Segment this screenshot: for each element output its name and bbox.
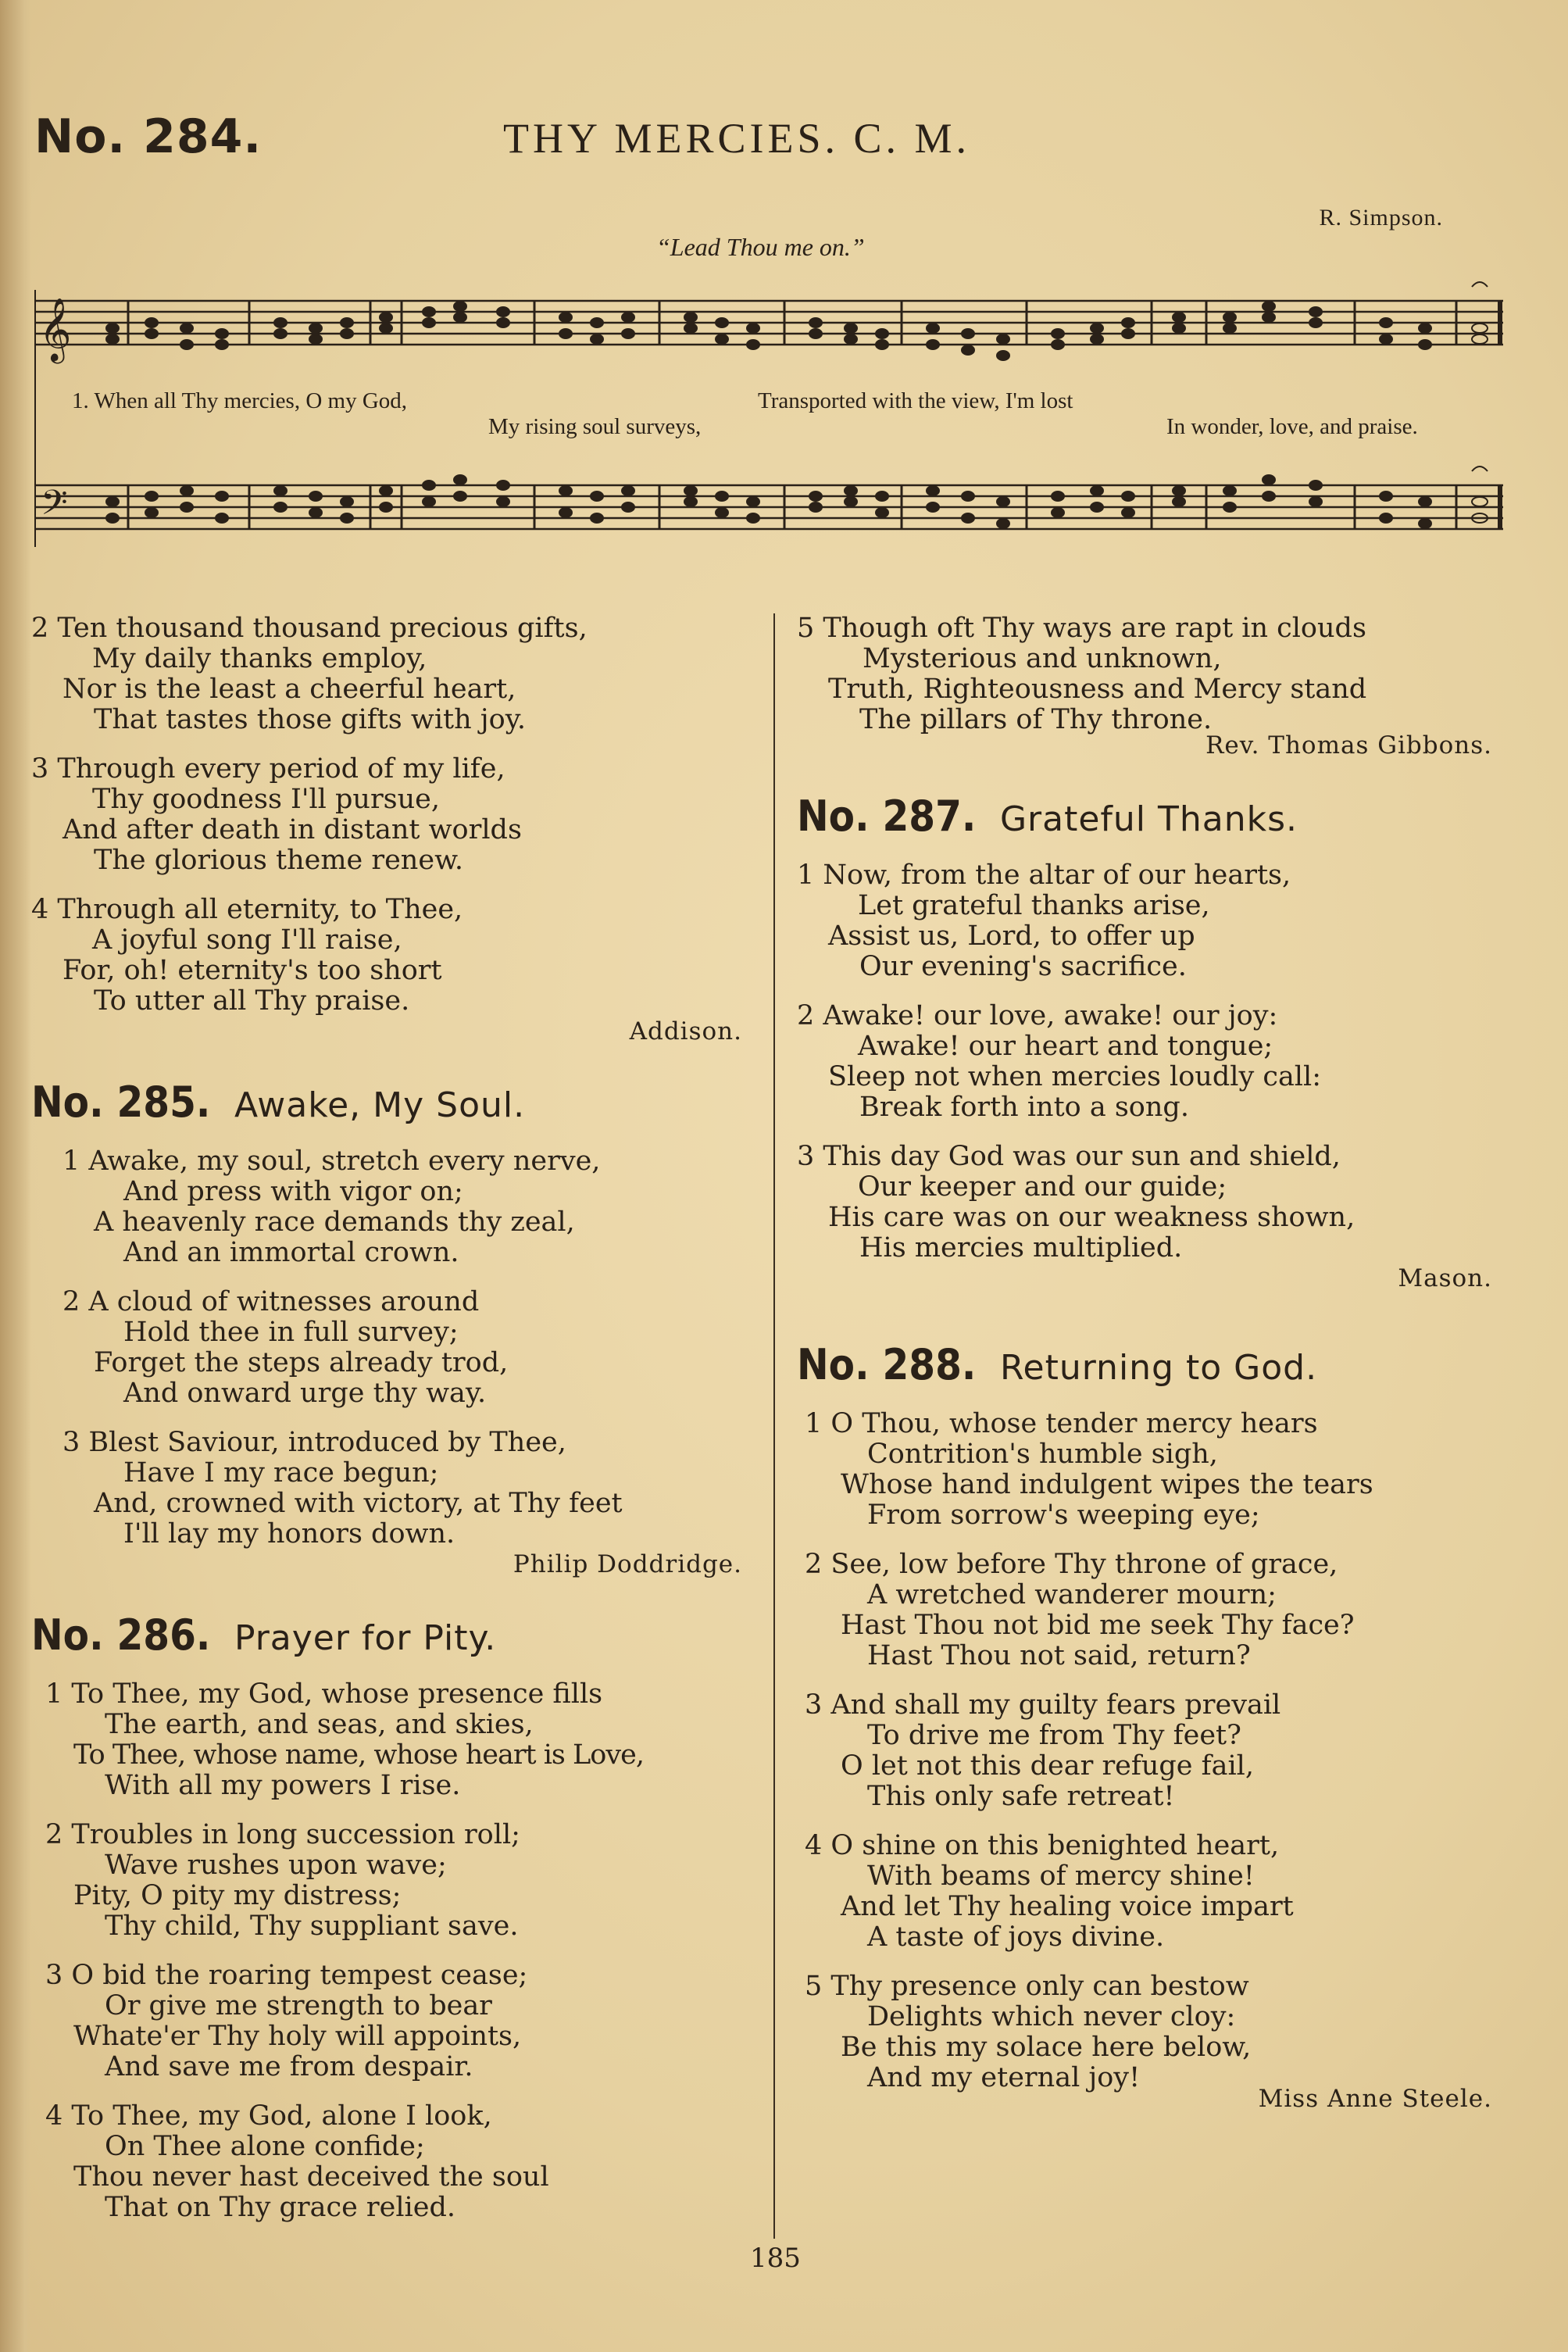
stanza-line: And onward urge thy way. [123,1378,487,1409]
stanza-line: 2 Ten thousand thousand precious gifts, [31,613,588,644]
stanza-line: Awake! our heart and tongue; [858,1031,1273,1062]
stanza-line: Hast Thou not said, return? [867,1640,1251,1671]
stanza-line: And let Thy healing voice impart [841,1891,1294,1922]
stanza-line: His mercies multiplied. [859,1232,1183,1264]
bass-notes [106,475,1488,528]
hymn-288-heading [797,1340,1500,1392]
stanza-line: Wave rushes upon wave; [105,1850,447,1881]
stanza-line: Whose hand indulgent wipes the tears [841,1469,1373,1500]
hymn-number: No. 286. [31,1610,211,1660]
stanza-line: Delights which never cloy: [867,2001,1236,2032]
stanza-line: 4 To Thee, my God, alone I look, [45,2100,492,2132]
composer-credit: R. Simpson. [1319,205,1443,231]
hymn-285-stanzas [31,1146,750,1579]
hymn-number: No. 288. [797,1340,977,1389]
stanza-line: And after death in distant worlds [63,814,522,845]
stanza-line: To utter all Thy praise. [94,985,410,1017]
stanza-line: Contrition's humble sigh, [867,1439,1218,1470]
hymn-title: Returning to God. [999,1348,1318,1388]
stanza-line: Break forth into a song. [859,1092,1189,1123]
stanza-line: 1 Awake, my soul, stretch every nerve, [63,1146,601,1177]
hymn-286-continued [797,613,1500,760]
bass-staff [34,485,1503,529]
stanza-line: Hold thee in full survey; [123,1317,459,1348]
column-divider [773,613,775,2239]
stanza-line: 3 Through every period of my life, [31,753,505,785]
stanza-line: Or give me strength to bear [105,1990,492,2021]
page-number: 185 [750,2243,801,2274]
hymn-number: No. 287. [797,792,977,841]
stanza-284-2 [31,613,750,735]
stanza-line: My daily thanks employ, [92,643,427,674]
stanza-line: Sleep not when mercies loudly call: [828,1061,1321,1092]
stanza-line: With beams of mercy shine! [867,1861,1255,1892]
stanza-line: 2 See, low before Thy throne of grace, [805,1549,1338,1580]
stanza-line: From sorrow's weeping eye; [867,1499,1260,1531]
hymn-number: No. 285. [31,1078,211,1127]
hymn-header [34,109,1521,172]
tune-reference: “Lead Thou me on.” [656,233,865,261]
stanza-line: 5 Though oft Thy ways are rapt in clouds [797,613,1366,644]
stanza-line: On Thee alone confide; [105,2131,425,2162]
stanza-285-1 [31,1146,750,1268]
stanza-line: Thy goodness I'll pursue, [92,784,441,815]
stanza-line: For, oh! eternity's too short [63,955,442,986]
stanza-line: The earth, and seas, and skies, [105,1709,534,1740]
stanza-287-2 [797,1001,1500,1123]
hymn-author: Philip Doddridge. [513,1550,742,1578]
stanza-line: Mysterious and unknown, [863,643,1222,674]
stanza-288-4 [797,1831,1500,1953]
stanza-line: 4 O shine on this benighted heart, [805,1830,1280,1861]
stanza-line: His care was on our weakness shown, [828,1202,1355,1233]
stanza-line: 3 And shall my guilty fears prevail [805,1689,1281,1721]
stanza-line: Nor is the least a cheerful heart, [63,674,516,705]
stanza-286-1 [31,1679,750,1801]
stanza-line: The glorious theme renew. [94,845,463,876]
stanza-line: Hast Thou not bid me seek Thy face? [841,1610,1355,1641]
stanza-286-5 [797,613,1500,735]
stanza-line: The pillars of Thy throne. [859,704,1213,735]
stanza-line: Truth, Righteousness and Mercy stand [828,674,1367,705]
hymn-title: Awake, My Soul. [234,1085,526,1125]
stanza-line: 1 O Thou, whose tender mercy hears [805,1408,1318,1439]
stanza-line: 2 A cloud of witnesses around [63,1286,480,1317]
hymn-title: Grateful Thanks. [999,799,1298,839]
stanza-line: 1 Now, from the altar of our hearts, [797,860,1291,891]
bass-clef-icon: 𝄢 [41,482,68,531]
music-lyric-1d: In wonder, love, and praise. [1166,414,1418,439]
stanza-288-5 [797,1971,1500,2093]
stanza-line: Have I my race begun; [123,1457,439,1489]
stanza-line: A taste of joys divine. [867,1921,1165,1953]
stanza-line: Assist us, Lord, to offer up [828,920,1195,952]
stanza-line: Let grateful thanks arise, [858,890,1210,921]
fermatas [1472,282,1488,471]
stanza-287-1 [797,860,1500,982]
treble-notes [106,302,1488,360]
stanza-line: That on Thy grace relied. [105,2192,455,2223]
stanza-line: A wretched wanderer mourn; [867,1579,1277,1610]
stanza-287-3 [797,1142,1500,1264]
hymn-287-stanzas [797,860,1500,1293]
stanza-line: Whate'er Thy holy will appoints, [73,2021,522,2052]
stanza-line: 3 Blest Saviour, introduced by Thee, [63,1427,566,1458]
stanza-286-4 [31,2101,750,2223]
clefs [39,297,71,531]
stanza-line: To drive me from Thy feet? [867,1720,1241,1751]
stanza-line: Pity, O pity my distress; [73,1880,402,1911]
hymn-author: Miss Anne Steele. [1258,2085,1492,2113]
stanza-line: 2 Awake! our love, awake! our joy: [797,1000,1278,1031]
stanza-line: 5 Thy presence only can bestow [805,1971,1249,2002]
hymn-title: Prayer for Pity. [234,1618,497,1658]
hymn-author: Rev. Thomas Gibbons. [1205,731,1492,760]
hymn-author: Addison. [629,1017,742,1046]
stanza-288-3 [797,1690,1500,1812]
stanza-line: O let not this dear refuge fail, [841,1750,1254,1782]
stanza-line: Forget the steps already trod, [94,1347,509,1378]
hymn-287-heading [797,792,1500,843]
stanza-line: A joyful song I'll raise, [92,924,402,956]
left-column [31,613,750,2242]
hymn-286-stanzas [31,1679,750,2223]
stanza-line: 4 Through all eternity, to Thee, [31,894,463,925]
hymn-title: THY MERCIES. C. M. [503,115,971,162]
hymn-284-stanzas [31,613,750,1046]
stanza-line: 3 This day God was our sun and shield, [797,1141,1341,1172]
stanza-line: Thy child, Thy suppliant save. [105,1911,519,1942]
stanza-line: Be this my solace here below, [841,2032,1252,2063]
right-column [797,613,1500,2114]
stanza-line: And press with vigor on; [123,1176,463,1207]
stanza-285-3 [31,1428,750,1550]
stanza-line: A heavenly race demands thy zeal, [94,1206,575,1238]
stanza-line: With all my powers I rise. [105,1770,461,1801]
hymn-286-heading [31,1610,750,1662]
stanza-line: And save me from despair. [105,2051,473,2082]
stanza-line: To Thee, whose name, whose heart is Love, [73,1739,644,1771]
stanza-line: And my eternal joy! [867,2062,1141,2093]
stanza-line: 2 Troubles in long succession roll; [45,1819,520,1850]
stanza-line: 1 To Thee, my God, whose presence fills [45,1678,603,1710]
stanza-288-1 [797,1409,1500,1531]
hymn-author: Mason. [1398,1264,1492,1292]
music-lyric-1c: Transported with the view, I'm lost [758,388,1073,413]
stanza-line: And an immortal crown. [123,1237,459,1268]
page-binding-edge [0,0,31,2352]
stanza-288-2 [797,1550,1500,1671]
stanza-line: This only safe retreat! [867,1781,1175,1812]
stanza-284-3 [31,754,750,876]
stanza-285-2 [31,1287,750,1409]
hymn-number: No. 284. [34,109,263,164]
stanza-line: I'll lay my honors down. [123,1518,455,1550]
treble-clef-icon: 𝄞 [39,297,72,361]
music-lyric-1a: 1. When all Thy mercies, O my God, [72,388,408,413]
stanza-line: Our evening's sacrifice. [859,951,1187,982]
music-lyric-1b: My rising soul surveys, [488,414,702,439]
stanza-line: Our keeper and our guide; [858,1171,1227,1203]
stanza-line: That tastes those gifts with joy. [94,704,526,735]
stanza-286-3 [31,1961,750,2082]
stanza-line: And, crowned with victory, at Thy feet [94,1488,623,1519]
hymn-288-stanzas [797,1409,1500,2114]
stanza-286-2 [31,1820,750,1942]
stanza-line: 3 O bid the roaring tempest cease; [45,1960,528,1991]
stanza-284-4 [31,895,750,1017]
hymn-285-heading [31,1078,750,1129]
stanza-line: Thou never hast deceived the soul [73,2161,549,2193]
